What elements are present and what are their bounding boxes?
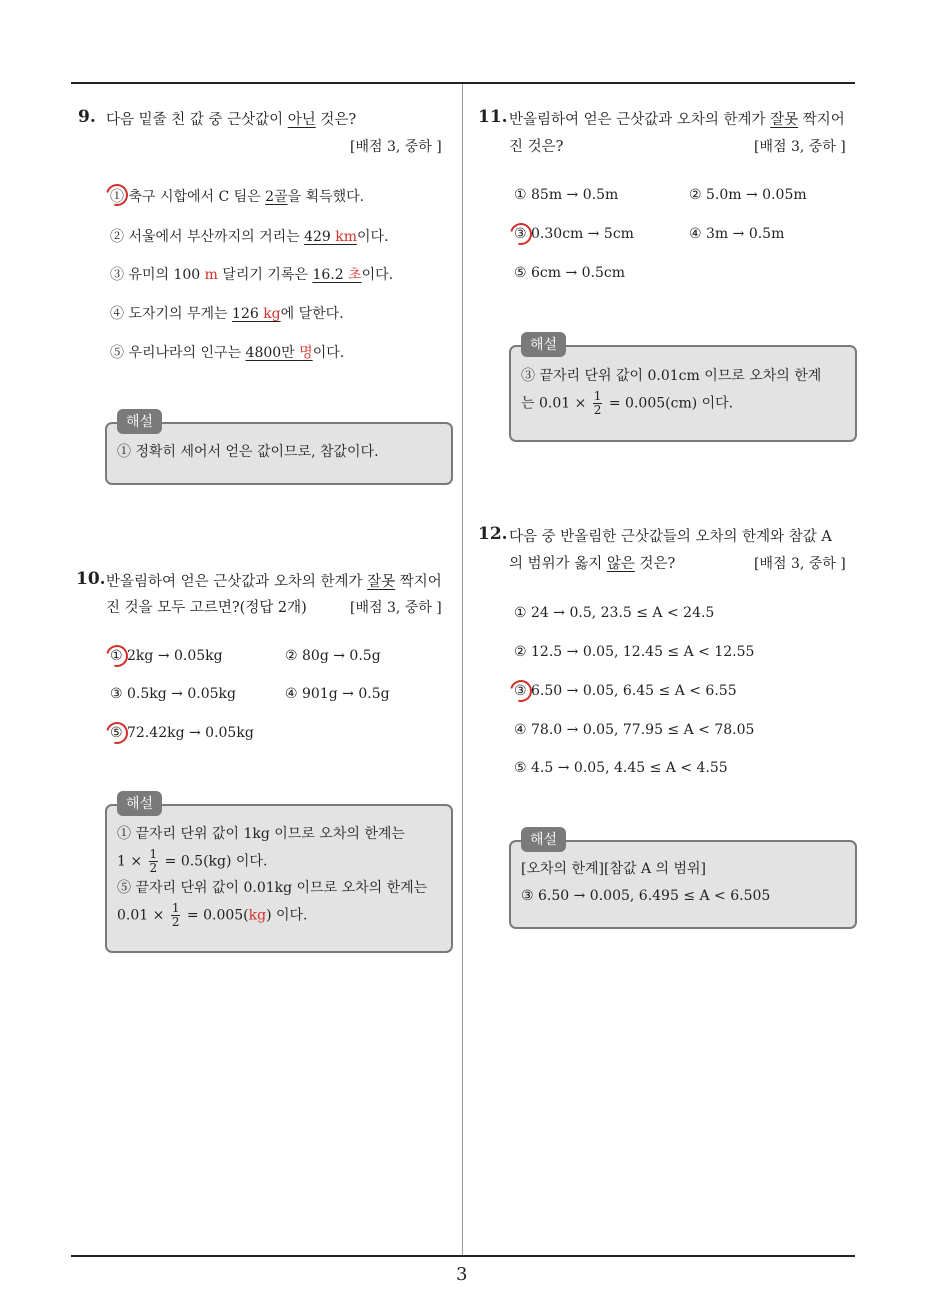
choice-text: 0.5kg → 0.05kg: [127, 686, 236, 702]
fraction: [171, 902, 181, 929]
score-difficulty: [배점 3, 중하 ]: [350, 139, 442, 155]
choice-index: ⑤: [514, 265, 527, 281]
question-text: 다음 중 반올림한 근삿값들의 오차의 한계와 참값 A: [509, 529, 832, 545]
question-text-part: 짝지어: [395, 574, 442, 590]
question-text-part: 것은?: [634, 556, 676, 572]
explanation-line: ③ 끝자리 단위 값이 0.01cm 이므로 오차의 한계: [521, 368, 822, 384]
choice-index: ④: [110, 306, 124, 322]
choice-3[interactable]: [110, 686, 236, 702]
column-divider: [462, 84, 463, 1256]
choice-index: ④: [285, 686, 298, 702]
question-number: 11.: [478, 107, 508, 127]
choice-1[interactable]: [110, 186, 364, 206]
question-number: 9.: [78, 107, 96, 127]
choice-index: ①: [110, 648, 123, 664]
question-text-part: 반올림하여 얻은 근삿값과 오차의 한계가: [106, 574, 368, 590]
choice-index: ④: [689, 226, 702, 242]
explanation-line: ① 끝자리 단위 값이 1kg 이므로 오차의 한계는: [117, 826, 405, 842]
choice-1[interactable]: [514, 187, 618, 203]
underlined-value: 2골: [265, 189, 288, 205]
choice-2[interactable]: [110, 226, 389, 246]
choice-index: ③: [514, 683, 527, 699]
underlined-word: 잘못: [367, 574, 396, 590]
value-unit: 초: [348, 267, 362, 283]
choice-text: 유미의 100: [128, 267, 205, 283]
explanation-line: [117, 848, 267, 876]
expr-part: = 0.5(kg) 이다.: [164, 853, 268, 870]
expr-part: ) 이다.: [266, 907, 308, 924]
fraction-denominator: 2: [149, 861, 158, 875]
underlined-word: 잘못: [770, 112, 799, 128]
choice-text: 축구 시합에서 C 팀은: [128, 189, 266, 205]
question-text-line2: [509, 552, 675, 573]
choice-4[interactable]: [110, 303, 344, 323]
value-number: 126: [232, 306, 264, 322]
fraction-numerator: 1: [149, 847, 158, 861]
choice-3[interactable]: [514, 226, 634, 242]
choice-index: ②: [514, 644, 527, 660]
explanation-line: ⑤ 끝자리 단위 값이 0.01kg 이므로 오차의 한계는: [117, 880, 428, 896]
choice-2[interactable]: [689, 187, 807, 203]
fraction-denominator: 2: [171, 915, 180, 929]
choice-text: 85m → 0.5m: [531, 187, 619, 203]
choice-index: ①: [110, 189, 124, 205]
question-text: [106, 108, 356, 129]
choice-text: 78.0 → 0.05, 77.95 ≤ A < 78.05: [531, 722, 755, 738]
explanation-tag: 해설: [521, 827, 566, 852]
choice-5[interactable]: [514, 760, 728, 776]
choice-text: 서울에서 부산까지의 거리는: [128, 229, 305, 245]
choice-5[interactable]: [514, 265, 625, 281]
fraction: [149, 848, 159, 875]
choice-index: ②: [689, 187, 702, 203]
question-text-part: 다음 밑줄 친 값 중 근삿값이: [106, 112, 288, 128]
choice-text: 4.5 → 0.05, 4.45 ≤ A < 4.55: [531, 760, 728, 776]
question-text-part: 짝지어: [798, 112, 845, 128]
bottom-rule: [71, 1255, 855, 1257]
choice-index: ④: [514, 722, 527, 738]
underlined-word: 않은: [606, 556, 635, 572]
choice-index: ⑤: [110, 725, 123, 741]
choice-4[interactable]: [514, 722, 754, 738]
explanation-tag: 해설: [117, 791, 162, 816]
choice-4[interactable]: [285, 686, 390, 702]
choice-text: 달리기 기록은: [217, 267, 313, 283]
choice-text: 을 획득했다.: [287, 189, 365, 205]
unit-highlight: kg: [248, 907, 267, 924]
top-rule: [71, 82, 855, 84]
value-unit: km: [335, 229, 358, 245]
fraction-numerator: 1: [171, 901, 180, 915]
question-text: [509, 108, 845, 129]
question-number: 10.: [76, 569, 106, 589]
choice-text: 3m → 0.5m: [706, 226, 785, 242]
choice-text: 2kg → 0.05kg: [127, 648, 223, 664]
choice-index: ③: [514, 226, 527, 242]
score-difficulty: [배점 3, 중하 ]: [754, 139, 846, 155]
choice-text: 6cm → 0.5cm: [531, 265, 626, 281]
question-number: 12.: [478, 524, 508, 544]
value-number: 4800만: [245, 345, 300, 361]
explanation-tag: 해설: [521, 332, 566, 357]
question-text-part: 반올림하여 얻은 근삿값과 오차의 한계가: [509, 112, 771, 128]
expr-part: = 0.005(: [186, 907, 249, 924]
value-number: 16.2: [312, 267, 349, 283]
score-difficulty: [배점 3, 중하 ]: [350, 600, 442, 616]
underlined-value: [232, 306, 281, 322]
choice-1[interactable]: [514, 605, 714, 621]
underlined-value: [304, 229, 357, 245]
expr-part: 0.01 ×: [117, 907, 165, 924]
underlined-word: 아닌: [287, 112, 316, 128]
choice-text: 도자기의 무게는: [128, 306, 233, 322]
choice-index: ⑤: [514, 760, 527, 776]
question-text-line2: 진 것을 모두 고르면?(정답 2개): [106, 600, 307, 616]
explanation-text: ① 정확히 세어서 얻은 값이므로, 참값이다.: [117, 444, 379, 460]
expr-part: 는 0.01 ×: [521, 395, 587, 412]
explanation-line: [117, 902, 308, 930]
choice-2[interactable]: [514, 644, 754, 660]
fraction: [593, 390, 603, 417]
page-number: 3: [456, 1264, 468, 1285]
choice-text: 이다.: [361, 267, 394, 283]
choice-text: 80g → 0.5g: [302, 648, 381, 664]
question-text: [106, 570, 442, 591]
choice-1[interactable]: [110, 648, 223, 664]
choice-text: 24 → 0.5, 23.5 ≤ A < 24.5: [531, 605, 715, 621]
value-unit: kg: [263, 306, 281, 322]
choice-text: 6.50 → 0.05, 6.45 ≤ A < 6.55: [531, 683, 737, 699]
question-text-line2: 진 것은?: [509, 139, 564, 155]
choice-text: 이다.: [312, 345, 345, 361]
choice-index: ③: [110, 267, 124, 283]
choice-index: ③: [110, 686, 123, 702]
choice-text: 0.30cm → 5cm: [531, 226, 634, 242]
value-number: 429: [304, 229, 336, 245]
underlined-value: [246, 345, 313, 361]
choice-index: ②: [285, 648, 298, 664]
explanation-line: [521, 390, 733, 418]
expr-part: 1 ×: [117, 853, 143, 870]
choice-text: 이다.: [357, 229, 389, 245]
question-text-part: 의 범위가 옳지: [509, 556, 607, 572]
choice-text: 에 달한다.: [280, 306, 344, 322]
choice-text: 72.42kg → 0.05kg: [127, 725, 254, 741]
explanation-line: ③ 6.50 → 0.005, 6.495 ≤ A < 6.505: [521, 888, 771, 904]
fraction-denominator: 2: [593, 403, 602, 417]
choice-index: ①: [514, 187, 527, 203]
choice-text: 5.0m → 0.05m: [706, 187, 807, 203]
choice-text: 901g → 0.5g: [302, 686, 390, 702]
choice-text: 12.5 → 0.05, 12.45 ≤ A < 12.55: [531, 644, 755, 660]
value-unit: 명: [299, 345, 313, 361]
choice-2[interactable]: [285, 648, 381, 664]
explanation-tag: 해설: [117, 409, 162, 434]
choice-3[interactable]: [514, 683, 737, 699]
score-difficulty: [배점 3, 중하 ]: [754, 556, 846, 572]
fraction-numerator: 1: [593, 389, 602, 403]
choice-index: ①: [514, 605, 527, 621]
choice-4[interactable]: [689, 226, 784, 242]
explanation-line: [오차의 한계][참값 A 의 범위]: [521, 861, 706, 877]
choice-index: ⑤: [110, 345, 124, 361]
value-unit: m: [204, 267, 218, 283]
choice-5[interactable]: [110, 725, 254, 741]
question-text-part: 것은?: [315, 112, 357, 128]
choice-index: ②: [110, 229, 124, 245]
expr-part: = 0.005(cm) 이다.: [608, 395, 734, 412]
choice-text: 우리나라의 인구는: [128, 345, 246, 361]
underlined-value: [312, 267, 361, 283]
choice-3[interactable]: [110, 264, 393, 284]
choice-5[interactable]: [110, 342, 344, 362]
